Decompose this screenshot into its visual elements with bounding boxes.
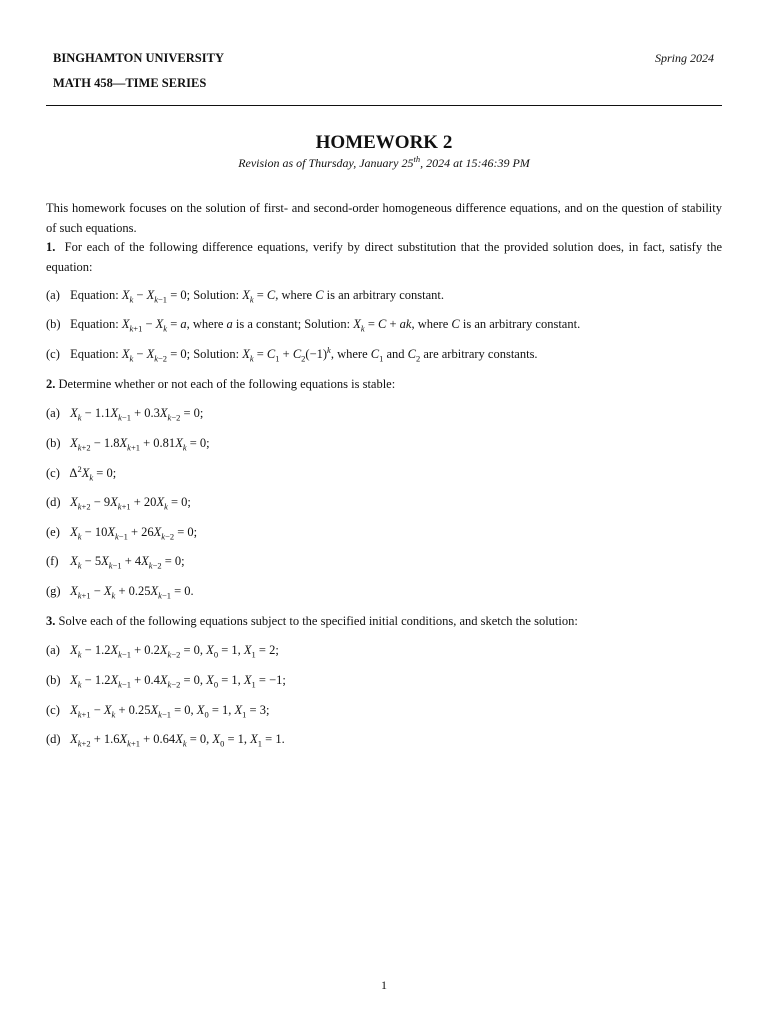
course-name: MATH 458—TIME SERIES — [53, 76, 207, 90]
q2-item-g: (g) $X_{k+1} - X_k + 0.25X_{k-1} = 0$. — [46, 584, 194, 601]
question-3-number: 3. — [46, 614, 56, 628]
question-2-text: Determine whether or not each of the following equations is stable: — [58, 377, 396, 391]
q2-item-f: (f) $X_k - 5X_{k-1} + 4X_{k-2} = 0$; — [46, 554, 185, 571]
item-label: (g) — [46, 584, 61, 598]
q2-item-d: (d) $X_{k+2} - 9X_{k+1} + 20X_k = 0$; — [46, 495, 191, 512]
q3-item-a: (a) $X_k - 1.2X_{k-1} + 0.2X_{k-2} = 0$, $X_0 = 1$, $X_1 = 2$; — [46, 643, 279, 660]
revision-sup: th — [413, 154, 421, 164]
item-label: (b) — [46, 436, 61, 450]
page-number: 1 — [381, 978, 387, 992]
q3-item-d: (d) $X_{k+2} + 1.6X_{k+1} + 0.64X_k = 0$, $X_0 = 1$, $X_1 = 1$. — [46, 732, 285, 749]
question-2 — [46, 377, 722, 392]
item-label: (b) — [46, 673, 61, 687]
q3-item-c: (c) $X_{k+1} - X_k + 0.25X_{k-1} = 0$, $X_0 = 1$, $X_1 = 3$; — [46, 703, 270, 720]
university-name: BINGHAMTON UNIVERSITY — [53, 51, 224, 65]
item-label: (c) — [46, 703, 60, 717]
q1-item-b: (b) Equation: $X_{k+1} - X_k = a$, where a is a constant; Solution: $X_k = C$ + ak, where C is an arbitrary constant. — [46, 317, 581, 334]
q2-item-e: (e) $X_k - 10X_{k-1} + 26X_{k-2} = 0$; — [46, 525, 198, 542]
item-label: (d) — [46, 732, 61, 746]
item-label: (a) — [46, 288, 60, 302]
question-3-text: Solve each of the following equations subject to the specified initial conditions, and sketch the solution: — [58, 614, 578, 628]
q3-item-b: (b) $X_k - 1.2X_{k-1} + 0.4X_{k-2} = 0$, $X_0 = 1$, $X_1 = -1$; — [46, 673, 286, 690]
item-label: (a) — [46, 406, 60, 420]
question-3 — [46, 614, 722, 629]
q1-item-c: (c) Equation: $X_k - X_{k-2} = 0$; Solution: $X_k = C_1 + C_2(-1)^k$, where $C_1$ and $C_2$ are arbitrary constants. — [46, 344, 538, 364]
intro-paragraph: This homework focuses on the solution of first- and second-order homogeneous difference equations, and on the question of stability of such equations. — [46, 201, 722, 235]
item-label: (b) — [46, 317, 61, 331]
question-1 — [46, 237, 722, 277]
question-1-text: For each of the following difference equations, verify by direct substitution that the provided solution does, in fact, satisfy the equation: — [46, 240, 722, 274]
page-title: HOMEWORK 2 — [315, 132, 453, 153]
item-label: (f) — [46, 554, 59, 568]
q2-item-b: (b) $X_{k+2} - 1.8X_{k+1} + 0.81X_k = 0$; — [46, 436, 210, 453]
term-label: Spring 2024 — [654, 51, 714, 65]
question-1-number: 1. — [46, 240, 56, 254]
header-left — [53, 51, 224, 101]
item-label: (e) — [46, 525, 60, 539]
q2-item-a: (a) $X_k - 1.1X_{k-1} + 0.3X_{k-2} = 0$; — [46, 406, 204, 423]
revision-suffix: , 2024 at 15:46:39 PM — [420, 156, 530, 170]
item-label: (c) — [46, 347, 60, 361]
question-2-number: 2. — [46, 377, 56, 391]
revision-line — [0, 156, 768, 171]
header-rule — [46, 105, 722, 106]
q2-item-c: (c) $\Delta^2X_k = 0$; — [46, 463, 117, 483]
item-label: (a) — [46, 643, 60, 657]
item-label: (d) — [46, 495, 61, 509]
revision-prefix: Revision as of Thursday, January 25 — [238, 156, 414, 170]
q1-item-a: (a) Equation: $X_k - X_{k-1} = 0$; Solution: $X_k = C$, where C is an arbitrary constant. — [46, 288, 444, 305]
item-label: (c) — [46, 466, 60, 480]
